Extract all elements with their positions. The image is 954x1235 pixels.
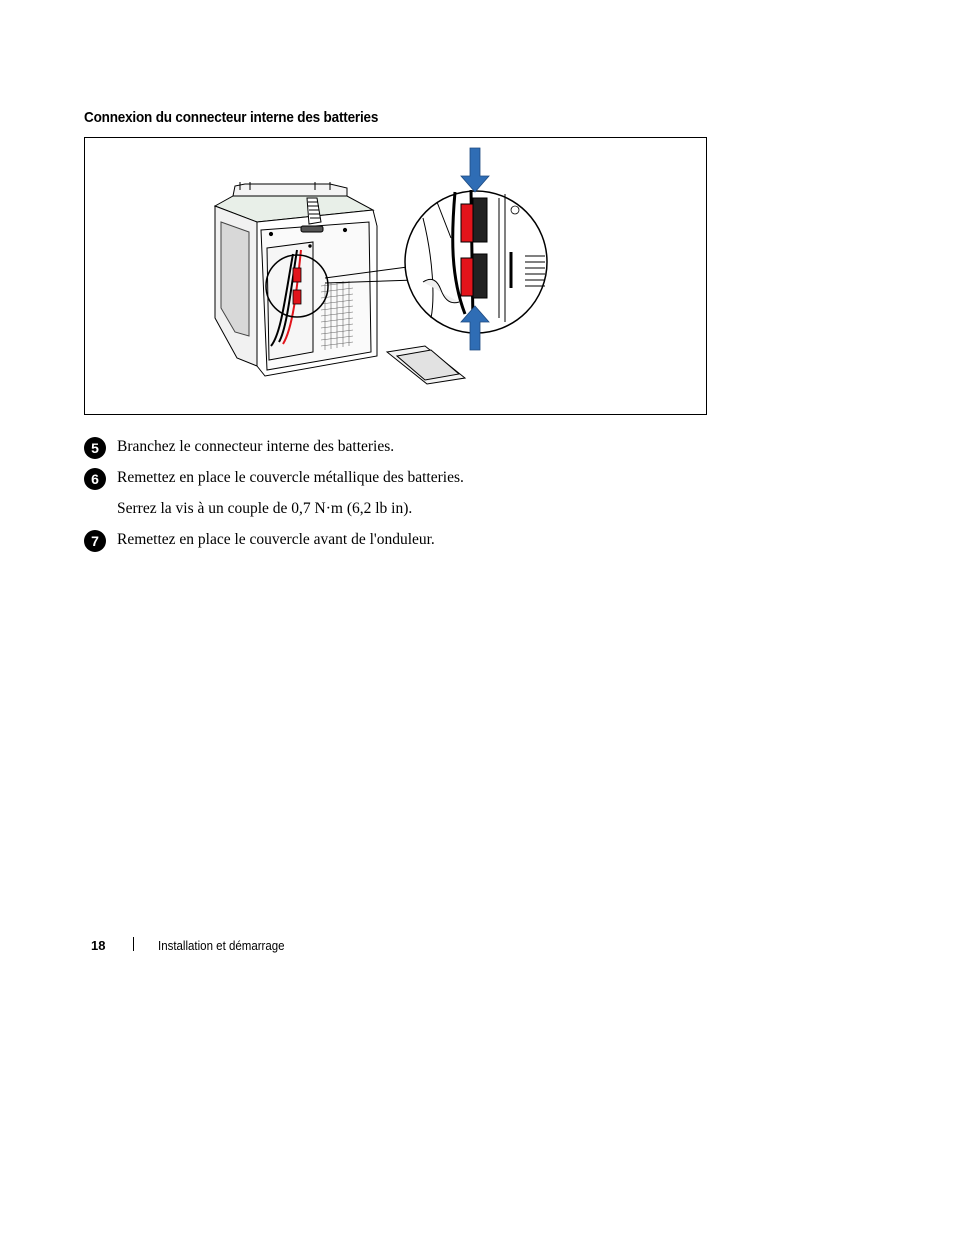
step-5	[84, 437, 704, 459]
step-text: Branchez le connecteur interne des batteries.	[117, 438, 395, 455]
torque-note: Serrez la vis à un couple de 0,7 N·m (6,2 lb in).	[117, 500, 413, 517]
step-number-badge: 5	[84, 437, 106, 459]
section-title: Connexion du connecteur interne des batteries	[84, 109, 379, 126]
battery-connector-illustration	[84, 137, 707, 415]
step-text: Remettez en place le couvercle avant de l'onduleur.	[117, 531, 435, 548]
footer-section-name: Installation et démarrage	[158, 939, 285, 953]
step-number-badge: 7	[84, 530, 106, 552]
page-number: 18	[91, 938, 106, 953]
ups-diagram	[85, 138, 708, 416]
step-text: Remettez en place le couvercle métallique des batteries.	[117, 469, 464, 486]
removed-cover	[387, 346, 465, 384]
step-7	[84, 530, 704, 552]
step-6	[84, 468, 704, 490]
footer-separator	[133, 937, 134, 951]
step-number-badge: 6	[84, 468, 106, 490]
